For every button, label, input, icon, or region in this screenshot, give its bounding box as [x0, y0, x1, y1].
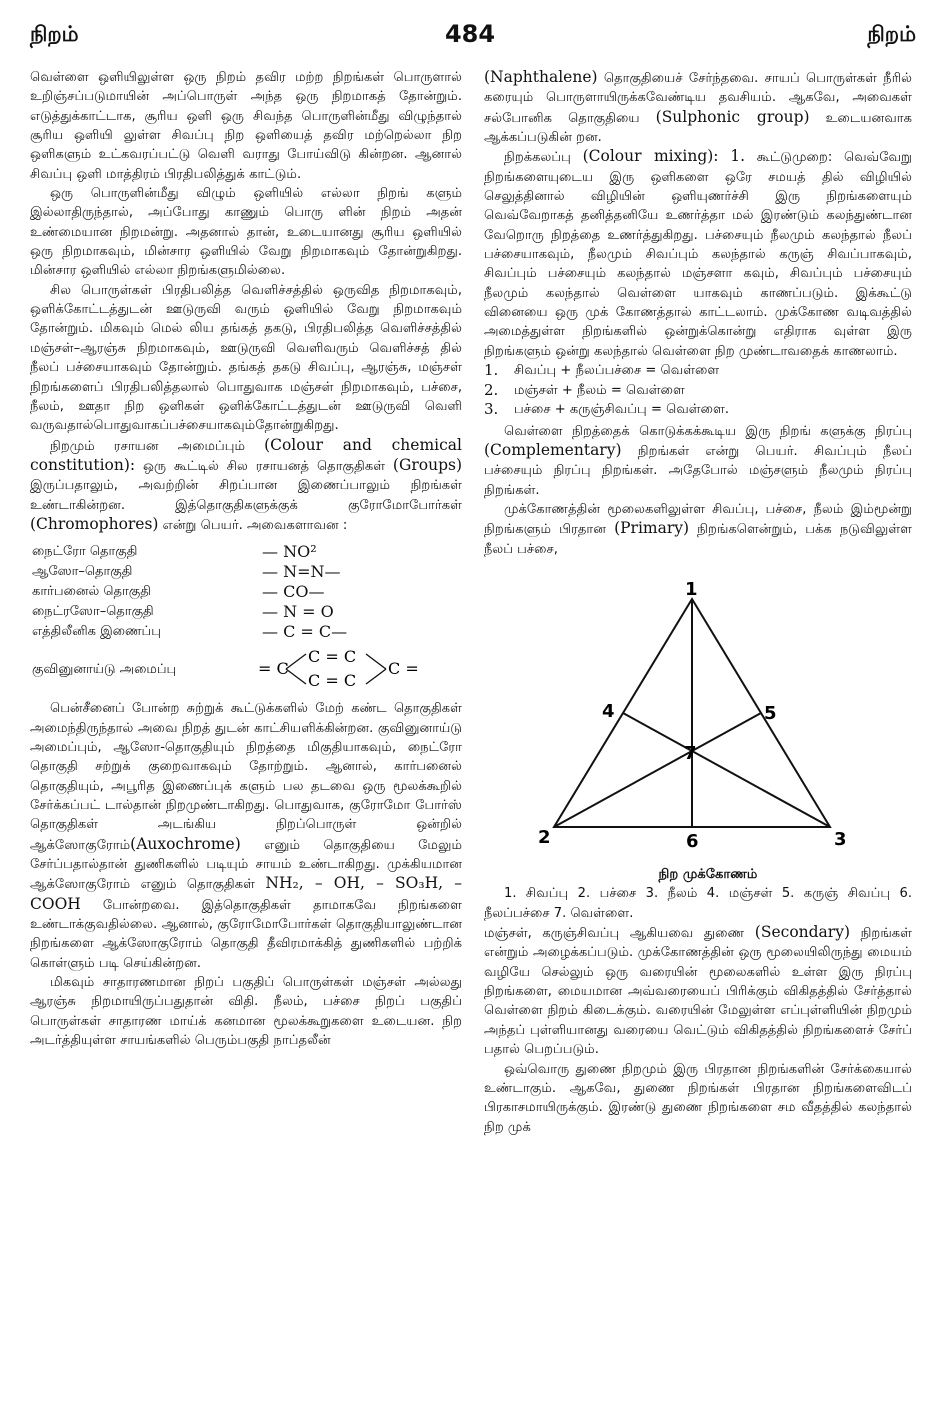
quinoid-right: C = — [388, 659, 419, 679]
text-run: நிறங்களென்றும், பக்க நடுவிலுள்ள நீலப் பச்சை, — [484, 522, 912, 557]
mix-number: 1. — [484, 361, 499, 380]
paragraph — [484, 500, 912, 559]
quinoid-structure-diagram — [256, 647, 456, 691]
midpoint-label: 5 — [764, 703, 777, 725]
english-term: (Secondary) — [754, 923, 851, 942]
paragraph — [484, 147, 912, 361]
right-column — [484, 68, 912, 1137]
group-name: கார்பனைல் தொகுதி — [32, 583, 151, 599]
english-term: (Complementary) — [484, 441, 622, 459]
quinoid-top: C = C — [308, 647, 357, 667]
quinoid-bottom: C = C — [308, 671, 357, 691]
group-formula: — N=N— — [262, 561, 341, 581]
mix-number: 2. — [484, 380, 499, 399]
english-term: (Primary) — [614, 519, 690, 538]
bond-line — [286, 654, 306, 669]
mix-number: 3. — [484, 400, 499, 419]
group-formula: — NO² — [262, 541, 317, 561]
quinoid-structure-row — [32, 647, 462, 691]
text-run: நிறங்கள் என்றும் அழைக்கப்படும். முக்கோணத்தின் ஒரு மூலையிலிருந்து மையம் வழியே செல்லும் ஒரு வரையின் மூலைகளில் உள்ள இரு நிரப்பு நிறங்களை, மையமான அவ்வரையைப் பிரிக்கும் விகிதத்தில் சேர்த்தால் வெள்ளை நிறம் கிடைக்கும். வரையின் மேலுள்ள எப்புள்ளியின் நிறமும் அந்தப் புள்ளியானது வரையை வெட்டும் விகிதத்தில் நிறங்களைச் சேர்ப் பதால் பெறப்படும். — [484, 926, 912, 1058]
mix-text: சிவப்பு + நீலப்பச்சை = வெள்ளை — [514, 363, 720, 379]
english-term: (Sulphonic group) — [655, 107, 810, 126]
figure-title: நிற முக்கோணம் — [658, 867, 758, 883]
quinoid-left: = C — [258, 659, 289, 679]
paragraph — [484, 923, 912, 1059]
paragraph: மிகவும் சாதாரணமான நிறப் பகுதிப் பொருள்கள் மஞ்சள் அல்லது ஆரஞ்சு நிறமாயிருப்பதுதான் விதி. நீலம், பச்சை நிறப் பகுதிப் பொருள்கள் சாதாரண மாய்க் கனமான மூலக்கூறுகளை உடையன. நிற அடர்த்தியுள்ள சாயங்களில் பெரும்பகுதி நாப்தலீன் — [30, 975, 462, 1049]
list-number: 1. — [730, 147, 746, 166]
english-term: (Chromophores) — [30, 514, 159, 533]
text-run: எனும் தொகுதியை மேலும் சேர்ப்பதால்தான் துணிகளில் படியும் சாயம் உண்டாகிறது. முக்கியமான ஆக்ஸோகுரோம் எனும் தொகுதிகள் — [30, 837, 462, 893]
paragraph — [30, 699, 462, 973]
group-name: நைட்ரோ தொகுதி — [32, 543, 138, 559]
paragraph — [484, 68, 912, 147]
text-run: கூட்டுமுறை: வெவ்வேறு நிறங்களையுடைய இரு ஒளிகளை ஒரே சமயத் தில் விழியில் செலுத்தினால் விழியின் ஒளியுணர்ச்சி இரு நிறங்களையும் வெவ்வேறாகத் தனித்தனியே உணர்த்தா மல் இரண்டும் கலந்துண்டான வேறொரு நிறத்தை உணர்த்துகிறது. பச்சையும் நீலமும் கலந்தால் நீலப் பச்சையாகவும், நீலமும் சிவப்பும் கலந்தால் கருஞ் சிவப்பாகவும், சிவப்பும் பச்சையும் கலந்தால் மஞ்சளா கவும், சிவப்பும் பச்சையும் நீலமும் கலந்தால் வெள்ளை யாகவும் காணப்படும். இக்கூட்டு வினையை ஒரு முக் கோணத்தால் காட்டலாம். முக்கோண வடிவத்தில் அமைத்துள்ள நிறங்களில் ஒன்றுக்கொன்று எதிராக வுள்ள இரு நிறங்களும் ஒன்று கலந்தால் வெள்ளை நிற முண்டாவதைக் காணலாம். — [484, 150, 912, 359]
group-row — [32, 541, 347, 561]
midpoint-label: 6 — [686, 831, 699, 853]
mix-text: மஞ்சள் + நீலம் = வெள்ளை — [514, 382, 685, 398]
page-number: 484 — [444, 20, 496, 48]
mix-text: பச்சை + கருஞ்சிவப்பு = வெள்ளை. — [514, 402, 729, 418]
group-name: ஆஸோ–தொகுதி — [32, 563, 133, 579]
midpoint-label: 4 — [602, 701, 615, 723]
group-row — [32, 581, 347, 601]
chromophore-groups-table — [32, 541, 347, 641]
english-term: (Groups) — [392, 455, 462, 474]
paragraph — [30, 436, 462, 536]
group-row — [32, 601, 347, 621]
vertex-label: 1 — [685, 579, 698, 601]
group-row — [32, 621, 347, 641]
text-run: மஞ்சள், கருஞ்சிவப்பு ஆகியவை துணை — [484, 926, 755, 942]
english-term: (Colour mixing): — [582, 147, 719, 166]
bond-line — [366, 669, 386, 684]
vertex-label: 2 — [538, 827, 551, 849]
text-run — [719, 150, 731, 165]
paragraph-lead: நிறமும் ரசாயன அமைப்பும் — [50, 438, 265, 454]
left-column — [30, 68, 462, 1050]
text-run: நிறங்கள் என்று பெயர். சிவப்பும் நீலப் பச்சையும் நிரப்பு நிறங்கள். அதேபோல் மஞ்சளும் நீலமும் நிரப்பு நிறங்கள். — [484, 444, 912, 498]
group-formula: — N = O — [262, 601, 334, 621]
group-formula: — CO— — [262, 581, 325, 601]
running-head-left: நிறம் — [30, 22, 79, 46]
mix-row — [484, 361, 729, 381]
mix-row — [484, 381, 729, 401]
vertex-label: 3 — [834, 829, 847, 851]
english-term: (Auxochrome) — [130, 834, 241, 853]
median-line — [623, 713, 830, 827]
text-run: வெள்ளை நிறத்தைக் கொடுக்கக்கூடிய இரு நிறங் களுக்கு நிரப்பு — [504, 423, 912, 439]
median-line — [554, 713, 761, 827]
paragraph: வெள்ளை ஒளியிலுள்ள ஒரு நிறம் தவிர மற்ற நிறங்கள் பொருளால் உறிஞ்சப்படுமாயின் அப்பொருள் அந்த ஒரு நிறமாகத் தோன்றும். எடுத்துக்காட்டாக, சூரிய ஒளி ஒரு சிவந்த பொருளின்மீது விழுந்தால் சூரிய ஒளியி லுள்ள சிவப்பு நிற ஒளியைத் தவிர மற்றெல்லா நிற ஒளிகளும் உட்கவரப்பட்டு வெளி வராது போய்விடு கின்றன. ஆனால் சிவப்பு ஒளி மாத்திரம் பிரதிபலித்துக் காட்டும். — [30, 70, 462, 182]
running-head-right: நிறம் — [867, 22, 916, 46]
text-run: ஒரு கூட்டில் சில ரசாயனத் தொகுதிகள் — [135, 458, 393, 474]
mixing-list — [484, 361, 729, 420]
mix-row — [484, 400, 729, 420]
text-run: பென்சீனைப் போன்ற சுற்றுக் கூட்டுக்களில் மேற் கண்ட தொகுதிகள் அமைந்திருந்தால் அவை நிறத் துடன் காட்சியளிக்கின்றன. குவினுனாய்டு அமைப்பும், ஆஸோ-தொகுதியும் நிறத்தை மிகுதியாகவும், நைட்ரோ தொகுதி சற்றுக் குறைவாகவும் தோற்றும். ஆனால், கார்பனைல் தொகுதியும், அபூரித இணைப்புக் களும் பல தடவை ஒரு மூலக்கூறில் சேர்க்கப்பட் டால்தான் நிறமுண்டாகிறது. பொதுவாக, குரோமோ போர்ஸ் தொகுதிகள் அடங்கிய நிறப்பொருள் ஒன்றில் ஆக்ஸோகுரோம் — [30, 701, 462, 853]
paragraph: ஒரு பொருளின்மீது விழும் ஒளியில் எல்லா நிறங் களும் இல்லாதிருந்தால், அப்போது காணும் பொரு ளின் நிறம் அதன் உண்மையான நிறமன்று. அதனால் தான், உடையானது சூரிய ஒளியில் ஒரு நிறமாகவும், மின்சார ஒளியில் வேறு நிறமாகவும் தோன்றுகிறது. மின்சார ஒளியில் எல்லா நிறங்களுமில்லை. — [30, 186, 462, 279]
text-run: முக்கோணத்தின் மூலைகளிலுள்ள சிவப்பு, பச்சை, நீலம் இம்மூன்று நிறங்களும் பிரதான — [484, 502, 912, 538]
text-run: உடையனவாக ஆக்கப்படுகின் றன. — [484, 110, 912, 146]
group-formula: — C = C— — [262, 621, 348, 641]
centre-label: 7 — [684, 743, 697, 765]
text-run: என்று பெயர். அவைகளாவன : — [158, 517, 348, 533]
group-name: நைட்ரஸோ–தொகுதி — [32, 603, 154, 619]
english-term: (Naphthalene) — [484, 68, 598, 86]
paragraph-lead: நிறக்கலப்பு — [504, 150, 583, 166]
group-name: குவினுனாய்டு அமைப்பு — [32, 661, 177, 677]
english-term: (Colour and chemical constitution): — [30, 435, 462, 474]
group-name: எத்திலீனிக இணைப்பு — [32, 623, 161, 639]
text-run: போன்றவை. இத்தொகுதிகள் தாமாகவே நிறங்களை உண்டாக்குவதில்லை. ஆனால், குரோமோபோர்கள் தொகுதியாலுண்டான நிறங்களை ஆக்ஸோகுரோம் தொகுதி தீவிரமாக்கித் துணிகளில் பற்றிக் கொள்ளும் படி செய்கின்றன. — [30, 897, 462, 971]
paragraph — [484, 422, 912, 500]
bond-line — [286, 669, 306, 684]
figure-caption: 1. சிவப்பு 2. பச்சை 3. நீலம் 4. மஞ்சள் 5. கருஞ் சிவப்பு 6. நீலப்பச்சை 7. வெள்ளை. — [484, 886, 912, 921]
paragraph: சில பொருள்கள் பிரதிபலித்த வெளிச்சத்தில் ஒருவித நிறமாகவும், ஒளிக்கோட்டத்துடன் ஊடுருவி வரும் ஒளியில் வேறு நிறமாகவும் தோன்றும். மிகவும் மெல் லிய தங்கத் தகடு, பிரதிபலித்த வெளிச்சத்தில் மஞ்சள்–ஆரஞ்சு நிறமாகவும், ஊடுருவி வெளிவரும் வெளிச்சத் தில் நீலப் பச்சையாகவும் தோன்றும். தங்கத் தகடு சிவப்பு, ஆரஞ்சு, மஞ்சள் நிறங்களைப் பிரதிபலித்தலால் பொதுவாக மஞ்சள் நிறமாகவும், பச்சை, நீலம், ஊதா நிற ஒளிகள் ஒளிக்கோட்டத்துடன் ஊடுருவி வெளி வருவதால்பொதுவாகப்பச்சையாகவும்தோன்றுகிறது. — [30, 282, 462, 434]
text-run: இருப்பதாலும், அவற்றின் சிறப்பான இணைப்பாலும் நிறங்கள் உண்டாகின்றன. இத்தொகுதிகளுக்குக் குரோமோபோர்கள் — [30, 478, 462, 513]
group-row — [32, 561, 347, 581]
bond-line — [366, 654, 386, 669]
chemical-formula: NH₂, – OH, – SO₃H, – COOH — [30, 874, 462, 913]
text-run: தொகுதியைச் சேர்ந்தவை. சாயப் பொருள்கள் நீரில் கரையும் பொருளாயிருக்கவேண்டிய தவசியம். ஆகவே, அவைகள் சல்போனிக தொகுதியை — [484, 71, 912, 126]
colour-triangle-diagram — [538, 565, 868, 865]
paragraph: ஒவ்வொரு துணை நிறமும் இரு பிரதான நிறங்களின் சேர்க்கையால் உண்டாகும். ஆகவே, துணை நிறங்கள் பிரதான நிறங்களைவிடப் பிரகாசமாயிருக்கும். இரண்டு துணை நிறங்களை சம வீதத்தில் கலந்தால் நிற முக் — [484, 1061, 912, 1135]
